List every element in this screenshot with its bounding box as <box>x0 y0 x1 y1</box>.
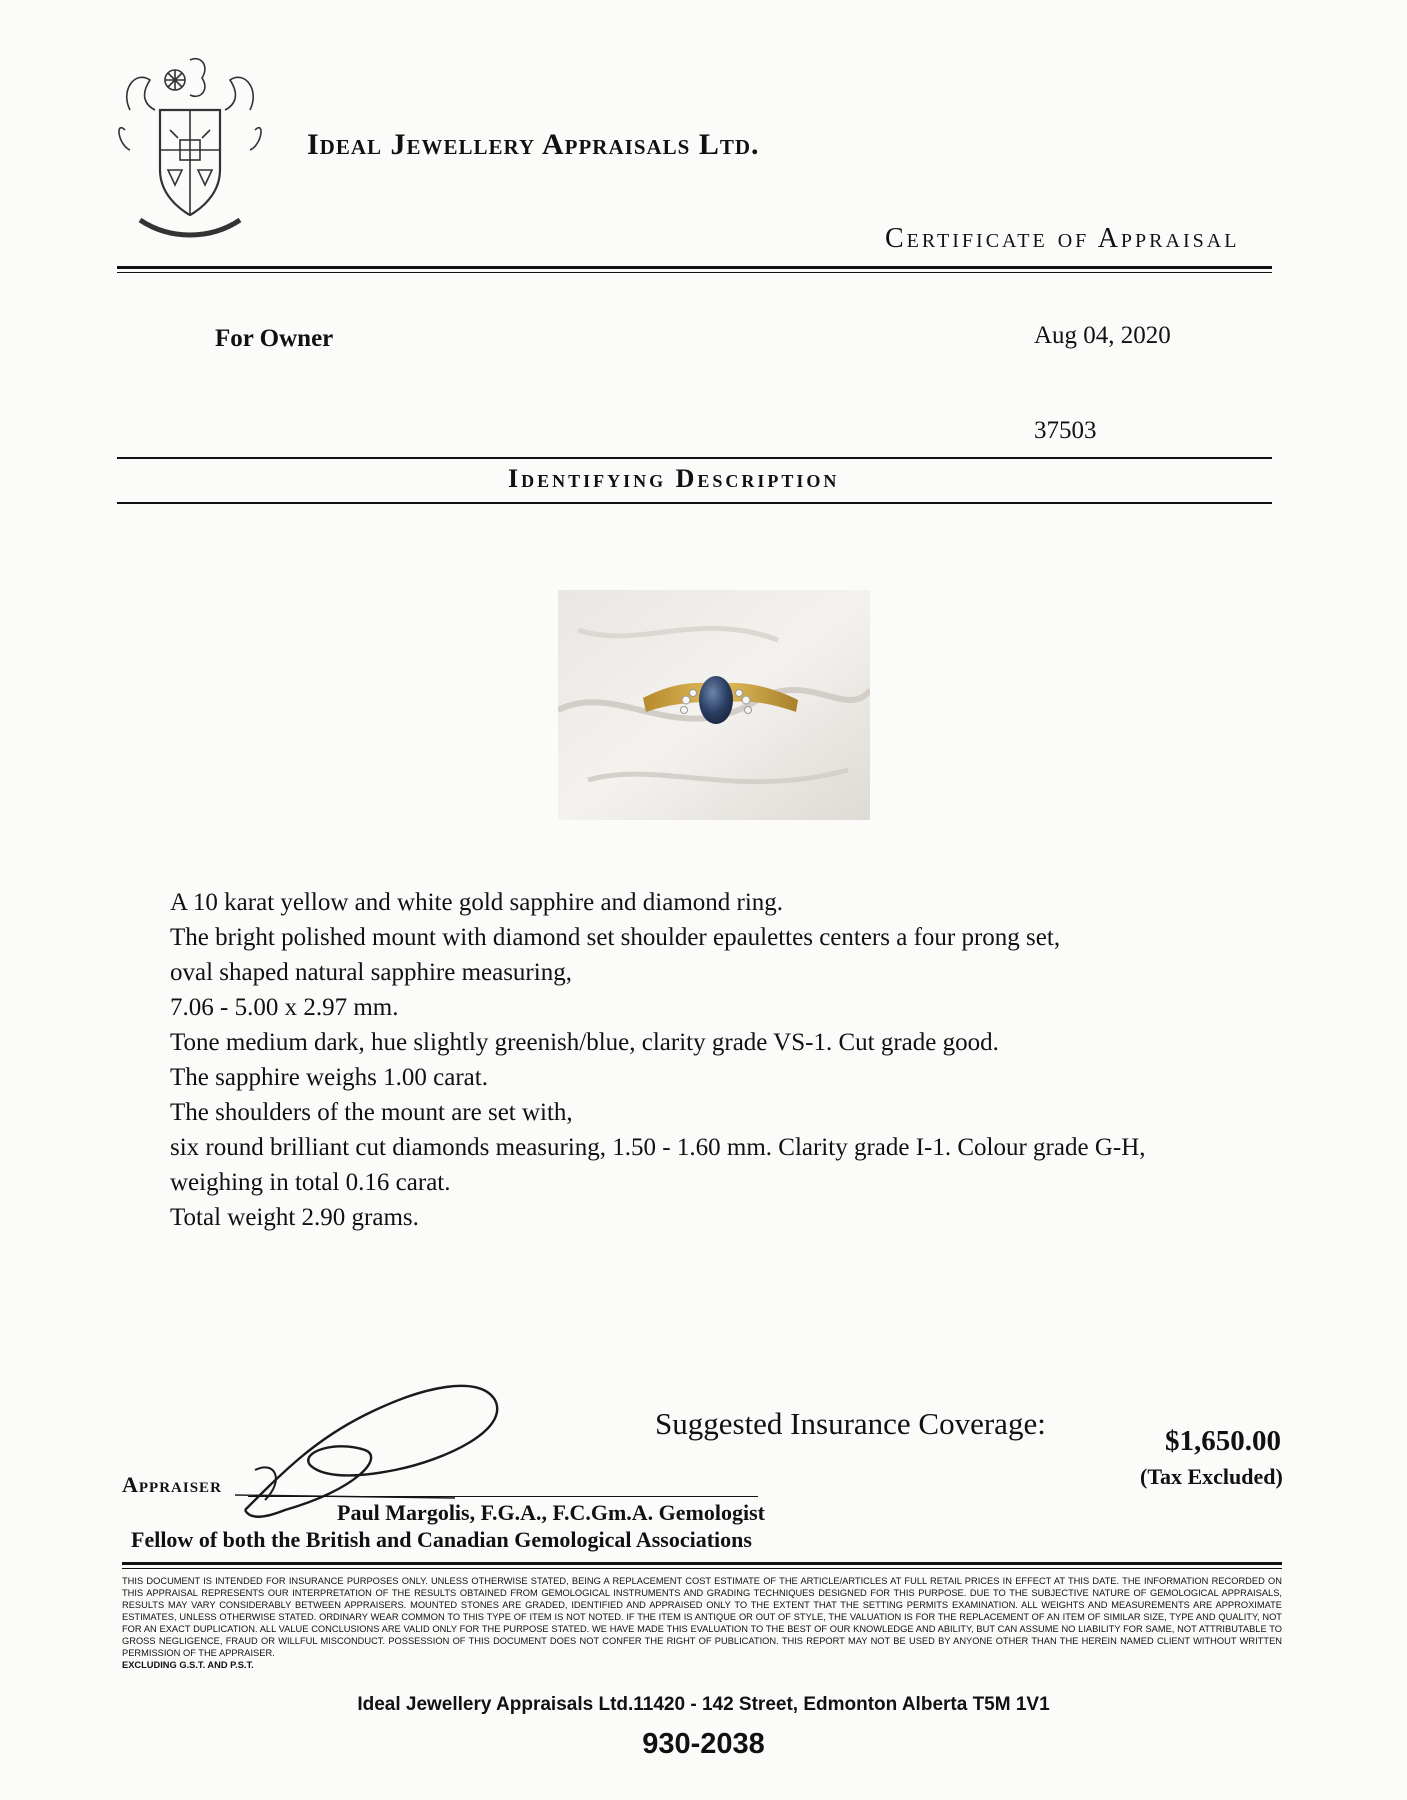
owner-label: For Owner <box>215 325 334 352</box>
description-line: oval shaped natural sapphire measuring, <box>170 959 572 986</box>
description-line: The bright polished mount with diamond set shoulder epaulettes centers a four prong set, <box>170 924 1061 951</box>
footer-phone: 930-2038 <box>642 1728 765 1760</box>
description-line: weighing in total 0.16 carat. <box>170 1169 451 1196</box>
tax-note: (Tax Excluded) <box>1140 1464 1283 1489</box>
disclaimer-rule-thick <box>122 1562 1282 1565</box>
description-line: 7.06 - 5.00 x 2.97 mm. <box>170 994 399 1021</box>
certificate-title: Certificate of Appraisal <box>885 223 1240 254</box>
appraiser-label: Appraiser <box>122 1472 222 1497</box>
section-rule-top <box>117 457 1272 459</box>
section-rule-bottom <box>117 502 1272 504</box>
appraiser-name: Paul Margolis, F.G.A., F.C.Gm.A. Gemologist <box>337 1500 765 1525</box>
header-rule-thick <box>117 266 1272 269</box>
footer-address: Ideal Jewellery Appraisals Ltd.11420 - 142 Street, Edmonton Alberta T5M 1V1 <box>357 1694 1050 1715</box>
coverage-amount: $1,650.00 <box>1165 1425 1281 1457</box>
description-line: A 10 karat yellow and white gold sapphire and diamond ring. <box>170 889 784 916</box>
certificate-number: 37503 <box>1034 417 1097 444</box>
disclaimer-text: THIS DOCUMENT IS INTENDED FOR INSURANCE PURPOSES ONLY. UNLESS OTHERWISE STATED, BEING A REPLACEMENT COST ESTIMATE OF THE ARTICLE/ARTICLES AT FULL RETAIL PRICES IN EFFECT AT THIS DATE. THE INFORMATION RECORDED ON THIS APPRAISAL REPRESENTS OUR INTERPRETATION OF THE RESULTS OBTAINED FROM GEMOLOGICAL INSTRUMENTS AND GRADING TECHNIQUES DESIGNED FOR THIS PURPOSE. DUE TO THE SUBJECTIVE NATURE OF GEMOLOGICAL APPRAISALS, RESULTS MAY VARY CONSIDERABLY BETWEEN APPRAISERS. MOUNTED STONES ARE GRADED, IDENTIFIED AND APPRAISED ONLY TO THE EXTENT THAT THE SETTING PERMITS EXAMINATION. ALL WEIGHTS AND MEASUREMENTS ARE APPROXIMATE ESTIMATES, UNLESS OTHERWISE STATED. ORDINARY WEAR COMMON TO THIS TYPE OF ITEM IS NOT NOTED. IF THE ITEM IS ANTIQUE OR OUT OF STYLE, THE VALUATION IS FOR THE REPLACEMENT OF AN ITEM OF SIMILAR SIZE, TYPE AND QUALITY, NOT FOR AN EXACT DUPLICATION. ALL VALUE CONCLUSIONS ARE VALID ONLY FOR THE PURPOSE STATED. WE HAVE MADE THIS EVALUATION TO THE BEST OF OUR KNOWLEDGE AND ABILITY, BUT CAN ASSUME NO LIABILITY FOR SAME, NOT ATTRIBUTABLE TO GROSS NEGLIGENCE, FRAUD OR WILLFUL MISCONDUCT. POSSESSION OF THIS DOCUMENT DOES NOT CONFER THE RIGHT OF PUBLICATION. THIS REPORT MAY NOT BE USED BY ANYONE OTHER THAN THE HEREIN NAMED CLIENT WITHOUT WRITTEN PERMISSION OF THE APPRAISER. <box>122 1576 1282 1658</box>
header-rule-thin <box>117 272 1272 273</box>
description-line: six round brilliant cut diamonds measuring, 1.50 - 1.60 mm. Clarity grade I-1. Colour grade G-H, <box>170 1134 1146 1161</box>
item-description <box>170 885 1146 1235</box>
disclaimer-tax-note: EXCLUDING G.S.T. AND P.S.T. <box>122 1660 254 1670</box>
disclaimer-rule-thin <box>122 1568 1282 1569</box>
description-line: Tone medium dark, hue slightly greenish/blue, clarity grade VS-1. Cut grade good. <box>170 1029 999 1056</box>
ring-photo <box>558 590 870 820</box>
appraisal-date: Aug 04, 2020 <box>1034 322 1171 349</box>
legal-disclaimer <box>122 1575 1282 1671</box>
description-line: Total weight 2.90 grams. <box>170 1204 419 1231</box>
appraiser-fellowship: Fellow of both the British and Canadian Gemological Associations <box>131 1527 752 1552</box>
section-title: Identifying Description <box>508 464 840 493</box>
company-crest-logo <box>110 50 270 250</box>
description-line: The shoulders of the mount are set with, <box>170 1099 573 1126</box>
company-name: Ideal Jewellery Appraisals Ltd. <box>307 128 760 161</box>
coverage-label: Suggested Insurance Coverage: <box>655 1406 1046 1441</box>
signature-line <box>248 1496 758 1497</box>
description-line: The sapphire weighs 1.00 carat. <box>170 1064 488 1091</box>
